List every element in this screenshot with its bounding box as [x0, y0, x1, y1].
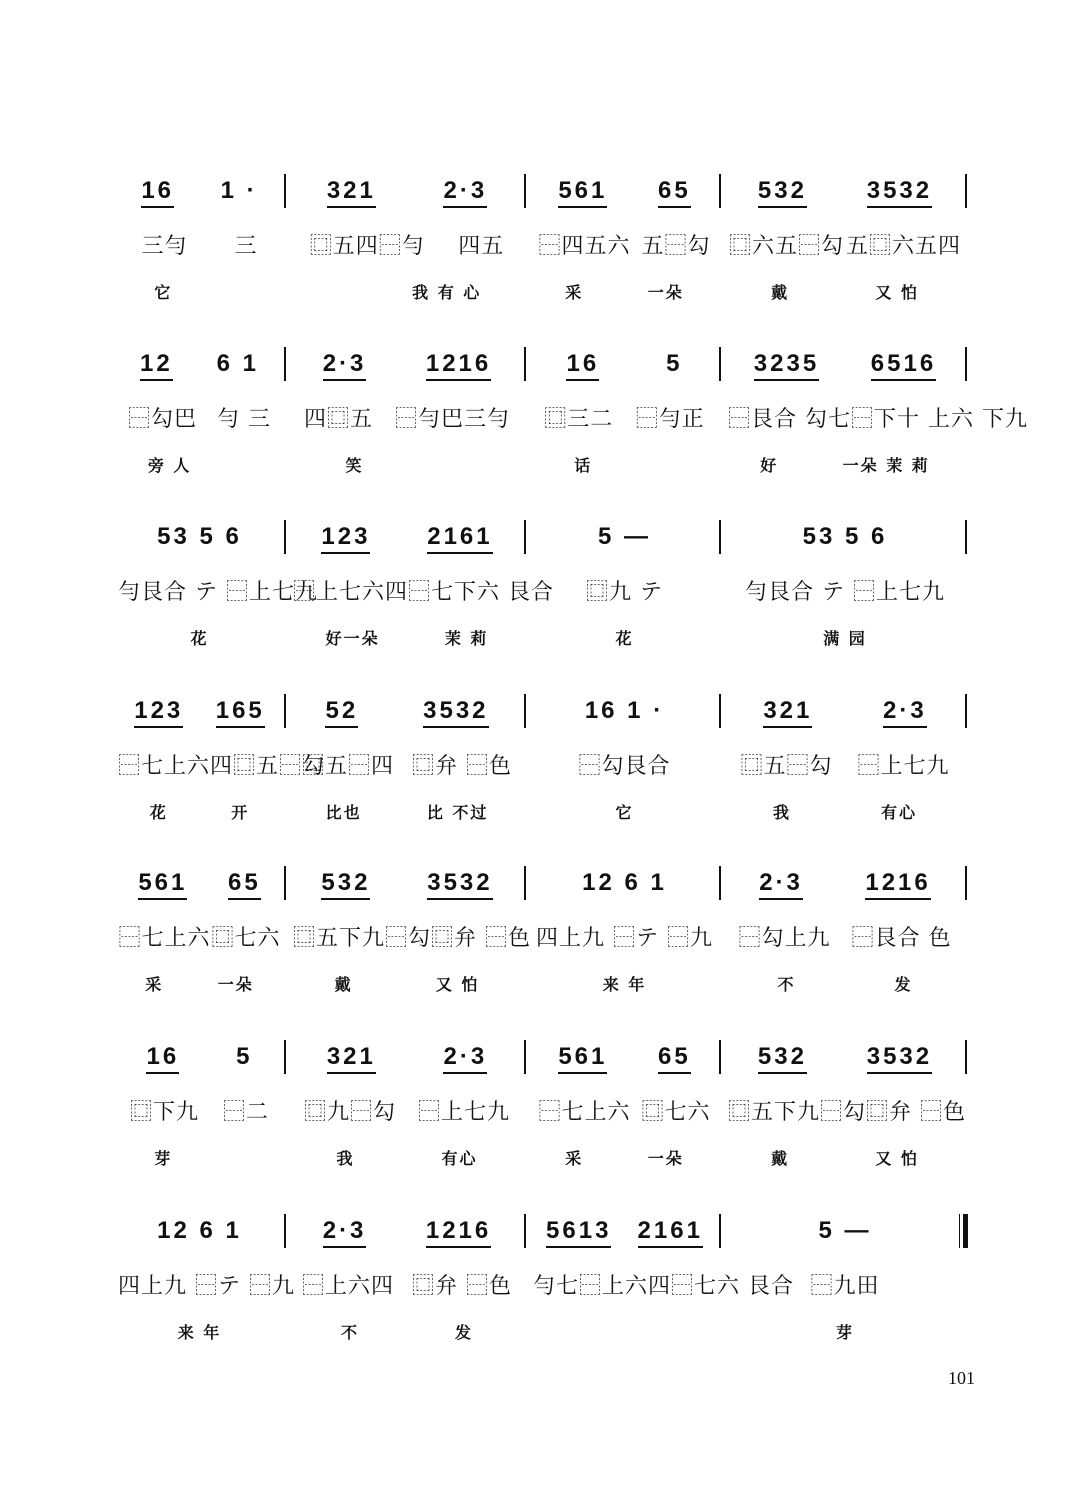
measure-notes [527, 1212, 722, 1252]
lyric-syllable: 我 [336, 1148, 355, 1168]
measure-notes [722, 172, 968, 212]
tablature-glyph: ⿱二 [222, 1099, 269, 1125]
measure-lyrics [287, 970, 527, 996]
final-barline [963, 1214, 968, 1248]
tablature-row [112, 224, 968, 264]
score-system [112, 1212, 968, 1362]
measure-tablature [722, 1264, 968, 1304]
measure-notes [722, 1038, 968, 1078]
final-barline-thin [959, 1214, 960, 1248]
lyric-syllable: 它 [615, 802, 634, 822]
note-group: 53 5 6 [157, 522, 242, 550]
barline [719, 1214, 721, 1248]
tablature-row [112, 1264, 968, 1304]
note-group: 5 [236, 1042, 253, 1070]
measure-tablature [527, 224, 722, 264]
measure-lyrics [287, 798, 527, 824]
note-group: 5613 [546, 1217, 611, 1248]
lyric-syllable: 茉 莉 [444, 628, 489, 648]
measure-notes [722, 345, 968, 385]
note-group: 2·3 [443, 177, 487, 208]
measure-lyrics [527, 278, 722, 304]
measure-notes [287, 864, 527, 904]
measure-tablature [527, 1264, 795, 1304]
tablature-glyph: ⿱上七九 [857, 753, 950, 779]
tablature-glyph: 四上九 ⿱テ ⿱九 [118, 1273, 295, 1299]
measure-lyrics [722, 624, 968, 650]
tablature-glyph: ⿱艮合 色 [851, 925, 952, 951]
lyric-syllable: 发 [454, 1322, 473, 1342]
measure-lyrics [722, 278, 968, 304]
lyric-syllable: 芽 [835, 1322, 854, 1342]
lyric-syllable: 又 怕 [875, 282, 919, 302]
tablature-glyph: ⿴三二 [544, 406, 614, 432]
note-group: 2161 [638, 1217, 703, 1248]
measure-lyrics [112, 1318, 287, 1344]
page-number: 101 [948, 1368, 975, 1388]
note-group: 1 · [220, 176, 258, 204]
measure-notes [287, 1038, 527, 1078]
note-group: 321 [327, 177, 376, 208]
notation-row [112, 172, 968, 212]
barline [719, 694, 721, 728]
measure-tablature [722, 224, 968, 264]
tablature-glyph: ⿱七上六 [118, 925, 211, 951]
tablature-glyph: ⿱勾巴 [127, 406, 197, 432]
measure-lyrics [287, 278, 527, 304]
measure-tablature [527, 1090, 722, 1130]
measure-notes [112, 692, 287, 732]
lyric-syllable: 发 [894, 974, 913, 994]
measure-notes [287, 1212, 527, 1252]
note-group: 2·3 [883, 697, 927, 728]
measure-lyrics [287, 1144, 527, 1170]
tablature-glyph: ⿴七六 [211, 925, 281, 951]
lyric-syllable: 采 [565, 1148, 584, 1168]
tablature-glyph: ⿴六五⿱勾 [728, 233, 844, 259]
score-system [112, 345, 1028, 495]
note-group: 123 [321, 523, 370, 554]
measure-lyrics [527, 798, 722, 824]
notation-row [112, 1038, 968, 1078]
measure-tablature [112, 916, 287, 956]
tablature-glyph: ⿱七六 艮合 [671, 1273, 795, 1299]
barline [965, 1040, 967, 1074]
measure-lyrics [112, 970, 287, 996]
barline [284, 174, 286, 208]
note-group: 16 [141, 177, 174, 208]
tablature-glyph: ⿱勻正 [635, 406, 705, 432]
barline [524, 174, 526, 208]
tablature-glyph: ⿴五⿱勾 [740, 753, 833, 779]
measure-lyrics [722, 970, 968, 996]
measure-tablature [527, 916, 722, 956]
lyric-syllable: 不 [777, 974, 796, 994]
note-group: 3532 [867, 177, 932, 208]
note-group: 12 6 1 [157, 1216, 242, 1244]
note-group: 65 [658, 177, 691, 208]
note-group: 6 1 [216, 349, 259, 377]
tablature-glyph: ⿱四五六 [538, 233, 631, 259]
barline [965, 347, 967, 381]
notation-row [112, 345, 968, 385]
note-group: 532 [758, 1043, 807, 1074]
lyrics-row [112, 278, 968, 304]
lyric-syllable: 花 [190, 628, 209, 648]
tablature-glyph: 五⿱勾 [641, 233, 711, 259]
tablature-glyph: 勻艮合 テ ⿱上七九 [118, 579, 318, 605]
barline [284, 866, 286, 900]
lyric-syllable: 戴 [334, 974, 353, 994]
tablature-glyph: ⿴弁 ⿱色 [431, 925, 532, 951]
note-group: 1216 [426, 1217, 491, 1248]
barline [719, 520, 721, 554]
barline [965, 694, 967, 728]
measure-notes [527, 692, 722, 732]
lyric-syllable: 比也 [325, 802, 362, 822]
tablature-glyph: ⿴五下九⿱勾 [293, 925, 432, 951]
barline [524, 347, 526, 381]
measure-lyrics [527, 624, 722, 650]
tablature-glyph: ⿱上七九 [417, 1099, 510, 1125]
lyric-syllable: 我 有 心 [412, 282, 482, 302]
lyric-syllable: 一朵 [647, 282, 684, 302]
measure-lyrics [527, 451, 722, 477]
measure-tablature [722, 744, 968, 784]
measure-tablature [722, 397, 1028, 437]
measure-tablature [112, 570, 318, 610]
measure-notes [112, 172, 287, 212]
measure-lyrics [722, 1144, 968, 1170]
lyrics-row [112, 1318, 968, 1344]
tablature-glyph: ⿴弁 ⿱色 [411, 1273, 512, 1299]
note-group: 2161 [427, 523, 492, 554]
measure-lyrics [112, 451, 287, 477]
measure-tablature [287, 1090, 527, 1130]
lyric-syllable: 戴 [771, 1148, 790, 1168]
tablature-glyph: ⿱勾上九 [738, 925, 831, 951]
lyric-syllable: 又 怕 [435, 974, 480, 994]
measure-tablature [112, 1090, 287, 1130]
barline [284, 1214, 286, 1248]
lyric-syllable: 不 [340, 1322, 359, 1342]
note-group: 2·3 [323, 350, 367, 381]
measure-lyrics [287, 1318, 527, 1344]
barline [524, 1040, 526, 1074]
measure-notes [527, 1038, 722, 1078]
barline [284, 347, 286, 381]
note-group: 52 [325, 697, 358, 728]
notation-row [112, 518, 968, 558]
note-group: 12 6 1 [582, 868, 667, 896]
measure-lyrics [722, 451, 968, 477]
lyrics-row [112, 798, 968, 824]
measure-tablature [112, 1264, 295, 1304]
measure-tablature [722, 916, 968, 956]
lyric-syllable: 我 [772, 802, 791, 822]
score-system [112, 692, 968, 842]
measure-lyrics [722, 1318, 968, 1344]
measure-notes [287, 345, 527, 385]
lyric-syllable: 有心 [880, 802, 917, 822]
tablature-glyph: 五⿴六五四 [845, 233, 961, 259]
tablature-glyph: 四⿴五 [303, 406, 373, 432]
barline [524, 520, 526, 554]
tablature-glyph: ⿴弁 ⿱色 [411, 753, 512, 779]
notation-row [112, 692, 968, 732]
note-group: 5 [666, 349, 683, 377]
tablature-glyph: ⿴九 テ [586, 579, 663, 605]
barline [965, 174, 967, 208]
score-system [112, 518, 968, 668]
tablature-glyph: ⿱七上六四 [118, 753, 234, 779]
note-group: 53 5 6 [802, 522, 888, 550]
measure-tablature [527, 397, 722, 437]
measure-notes [287, 172, 527, 212]
lyrics-row [112, 1144, 968, 1170]
note-group: 123 [134, 697, 183, 728]
lyric-syllable: 芽 [154, 1148, 173, 1168]
measure-notes [287, 518, 527, 558]
measure-lyrics [527, 1144, 722, 1170]
measure-lyrics [527, 1318, 722, 1344]
barline [719, 174, 721, 208]
measure-tablature [112, 397, 287, 437]
tablature-row [112, 397, 1028, 437]
barline [284, 520, 286, 554]
tablature-glyph: ⿴七六 [641, 1099, 711, 1125]
lyric-syllable: 来 年 [177, 1322, 222, 1342]
note-group: 532 [321, 869, 370, 900]
notation-row [112, 1212, 968, 1252]
note-group: 165 [216, 697, 265, 728]
measure-notes [527, 864, 722, 904]
barline [284, 1040, 286, 1074]
lyric-syllable: 笑 [345, 455, 364, 475]
measure-tablature [287, 224, 527, 264]
note-group: 1216 [865, 869, 930, 900]
lyric-syllable: 满 园 [823, 628, 867, 648]
lyric-syllable: 它 [154, 282, 173, 302]
lyric-syllable: 比 不过 [426, 802, 489, 822]
note-group: 5 — [818, 1216, 872, 1244]
tablature-row [112, 1090, 968, 1130]
barline [965, 866, 967, 900]
tablature-glyph: 勻艮合 テ ⿱上七九 [745, 579, 945, 605]
tablature-row [112, 744, 968, 784]
note-group: 2·3 [323, 1217, 367, 1248]
measure-tablature [527, 570, 722, 610]
note-group: 561 [558, 1043, 607, 1074]
lyric-syllable: 一朵 [217, 974, 254, 994]
lyric-syllable: 有心 [441, 1148, 478, 1168]
measure-lyrics [722, 798, 968, 824]
measure-notes [722, 864, 968, 904]
measure-lyrics [112, 278, 287, 304]
barline [719, 1040, 721, 1074]
note-group: 321 [327, 1043, 376, 1074]
tablature-glyph: 三 [234, 233, 258, 259]
barline [284, 694, 286, 728]
lyric-syllable: 采 [565, 282, 584, 302]
barline [524, 866, 526, 900]
notation-row [112, 864, 968, 904]
tablature-glyph: 七⿱下十 上六 下九 [828, 406, 1028, 432]
barline [719, 347, 721, 381]
tablature-glyph: ⿱七上六 [538, 1099, 631, 1125]
score-system [112, 864, 968, 1014]
lyric-syllable: 花 [149, 802, 168, 822]
note-group: 16 1 · [584, 696, 665, 724]
note-group: 12 [140, 350, 173, 381]
tablature-glyph: ⿱艮合 勾 [728, 406, 828, 432]
note-group: 6516 [871, 350, 936, 381]
lyric-syllable: 话 [574, 455, 593, 475]
tablature-glyph: ⿴弁 ⿱色 [866, 1099, 967, 1125]
measure-lyrics [112, 798, 287, 824]
measure-tablature [527, 744, 722, 784]
note-group: 3532 [423, 697, 488, 728]
tablature-glyph: ⿱上七六四 [293, 579, 409, 605]
barline [719, 866, 721, 900]
note-group: 16 [566, 350, 599, 381]
note-group: 561 [138, 869, 187, 900]
tablature-glyph: ⿱勻巴三勻 [394, 406, 510, 432]
lyrics-row [112, 624, 968, 650]
lyric-syllable: 旁 人 [147, 455, 192, 475]
note-group: 532 [758, 177, 807, 208]
barline [965, 520, 967, 554]
measure-tablature [287, 744, 527, 784]
barline [524, 694, 526, 728]
note-group: 16 [146, 1043, 179, 1074]
measure-notes [527, 345, 722, 385]
note-group: 3235 [754, 350, 819, 381]
barline [524, 1214, 526, 1248]
measure-tablature [287, 397, 527, 437]
lyric-syllable: 采 [145, 974, 164, 994]
tablature-glyph: ⿱勾艮合 [578, 753, 671, 779]
note-group: 3532 [427, 869, 492, 900]
measure-notes [527, 172, 722, 212]
lyric-syllable: 来 年 [602, 974, 647, 994]
measure-lyrics [287, 451, 527, 477]
lyrics-row [112, 451, 968, 477]
measure-notes [722, 1212, 968, 1252]
tablature-glyph: 四五 [458, 233, 505, 259]
tablature-glyph: 三勻 [141, 233, 188, 259]
lyric-syllable: 好一朵 [325, 628, 380, 648]
tablature-glyph: ⿱九田 [810, 1273, 880, 1299]
lyric-syllable: 花 [615, 628, 634, 648]
measure-tablature [722, 570, 968, 610]
measure-tablature [287, 916, 532, 956]
measure-notes [722, 692, 968, 732]
measure-notes [112, 1212, 287, 1252]
measure-notes [112, 345, 287, 385]
measure-tablature [112, 744, 326, 784]
tablature-glyph: ⿴五四⿱勻 [309, 233, 425, 259]
measure-notes [722, 518, 968, 558]
lyric-syllable: 又 怕 [875, 1148, 919, 1168]
measure-tablature [287, 1264, 527, 1304]
measure-notes [287, 692, 527, 732]
note-group: 2·3 [759, 869, 803, 900]
note-group: 65 [658, 1043, 691, 1074]
note-group: 2·3 [443, 1043, 487, 1074]
tablature-glyph: 勻 三 [216, 406, 271, 432]
measure-notes [112, 1038, 287, 1078]
lyric-syllable: 一朵 茉 莉 [842, 455, 930, 475]
tablature-glyph: 勻七⿱上六四 [533, 1273, 672, 1299]
measure-lyrics [112, 1144, 287, 1170]
note-group: 3532 [867, 1043, 932, 1074]
tablature-glyph: ⿱七下六 艮合 [408, 579, 555, 605]
tablature-glyph: 四上九 ⿱テ ⿱九 [536, 925, 713, 951]
lyric-syllable: 好 [760, 455, 779, 475]
lyric-syllable: 开 [231, 802, 250, 822]
lyric-syllable: 戴 [771, 282, 790, 302]
tablature-glyph: ⿴下九 [129, 1099, 199, 1125]
measure-lyrics [527, 970, 722, 996]
measure-lyrics [112, 624, 287, 650]
tablature-glyph: ⿴五下九⿱勾 [728, 1099, 867, 1125]
tablature-glyph: ⿴九⿱勾 [303, 1099, 396, 1125]
tablature-glyph: ⿴五⿱勾 [233, 753, 326, 779]
lyrics-row [112, 970, 968, 996]
note-group: 65 [228, 869, 261, 900]
measure-lyrics [287, 624, 527, 650]
note-group: 5 — [597, 522, 651, 550]
measure-notes [112, 864, 287, 904]
measure-tablature [722, 1090, 968, 1130]
note-group: 1216 [426, 350, 491, 381]
measure-tablature [112, 224, 287, 264]
lyric-syllable: 一朵 [647, 1148, 684, 1168]
measure-notes [112, 518, 287, 558]
tablature-row [112, 570, 968, 610]
tablature-row [112, 916, 968, 956]
note-group: 561 [558, 177, 607, 208]
tablature-glyph: ⿱上六四 [301, 1273, 394, 1299]
score-system [112, 1038, 968, 1188]
tablature-glyph: ⿴五⿱四 [301, 753, 394, 779]
measure-notes [527, 518, 722, 558]
note-group: 321 [763, 697, 812, 728]
measure-tablature [287, 570, 555, 610]
score-system [112, 172, 968, 322]
